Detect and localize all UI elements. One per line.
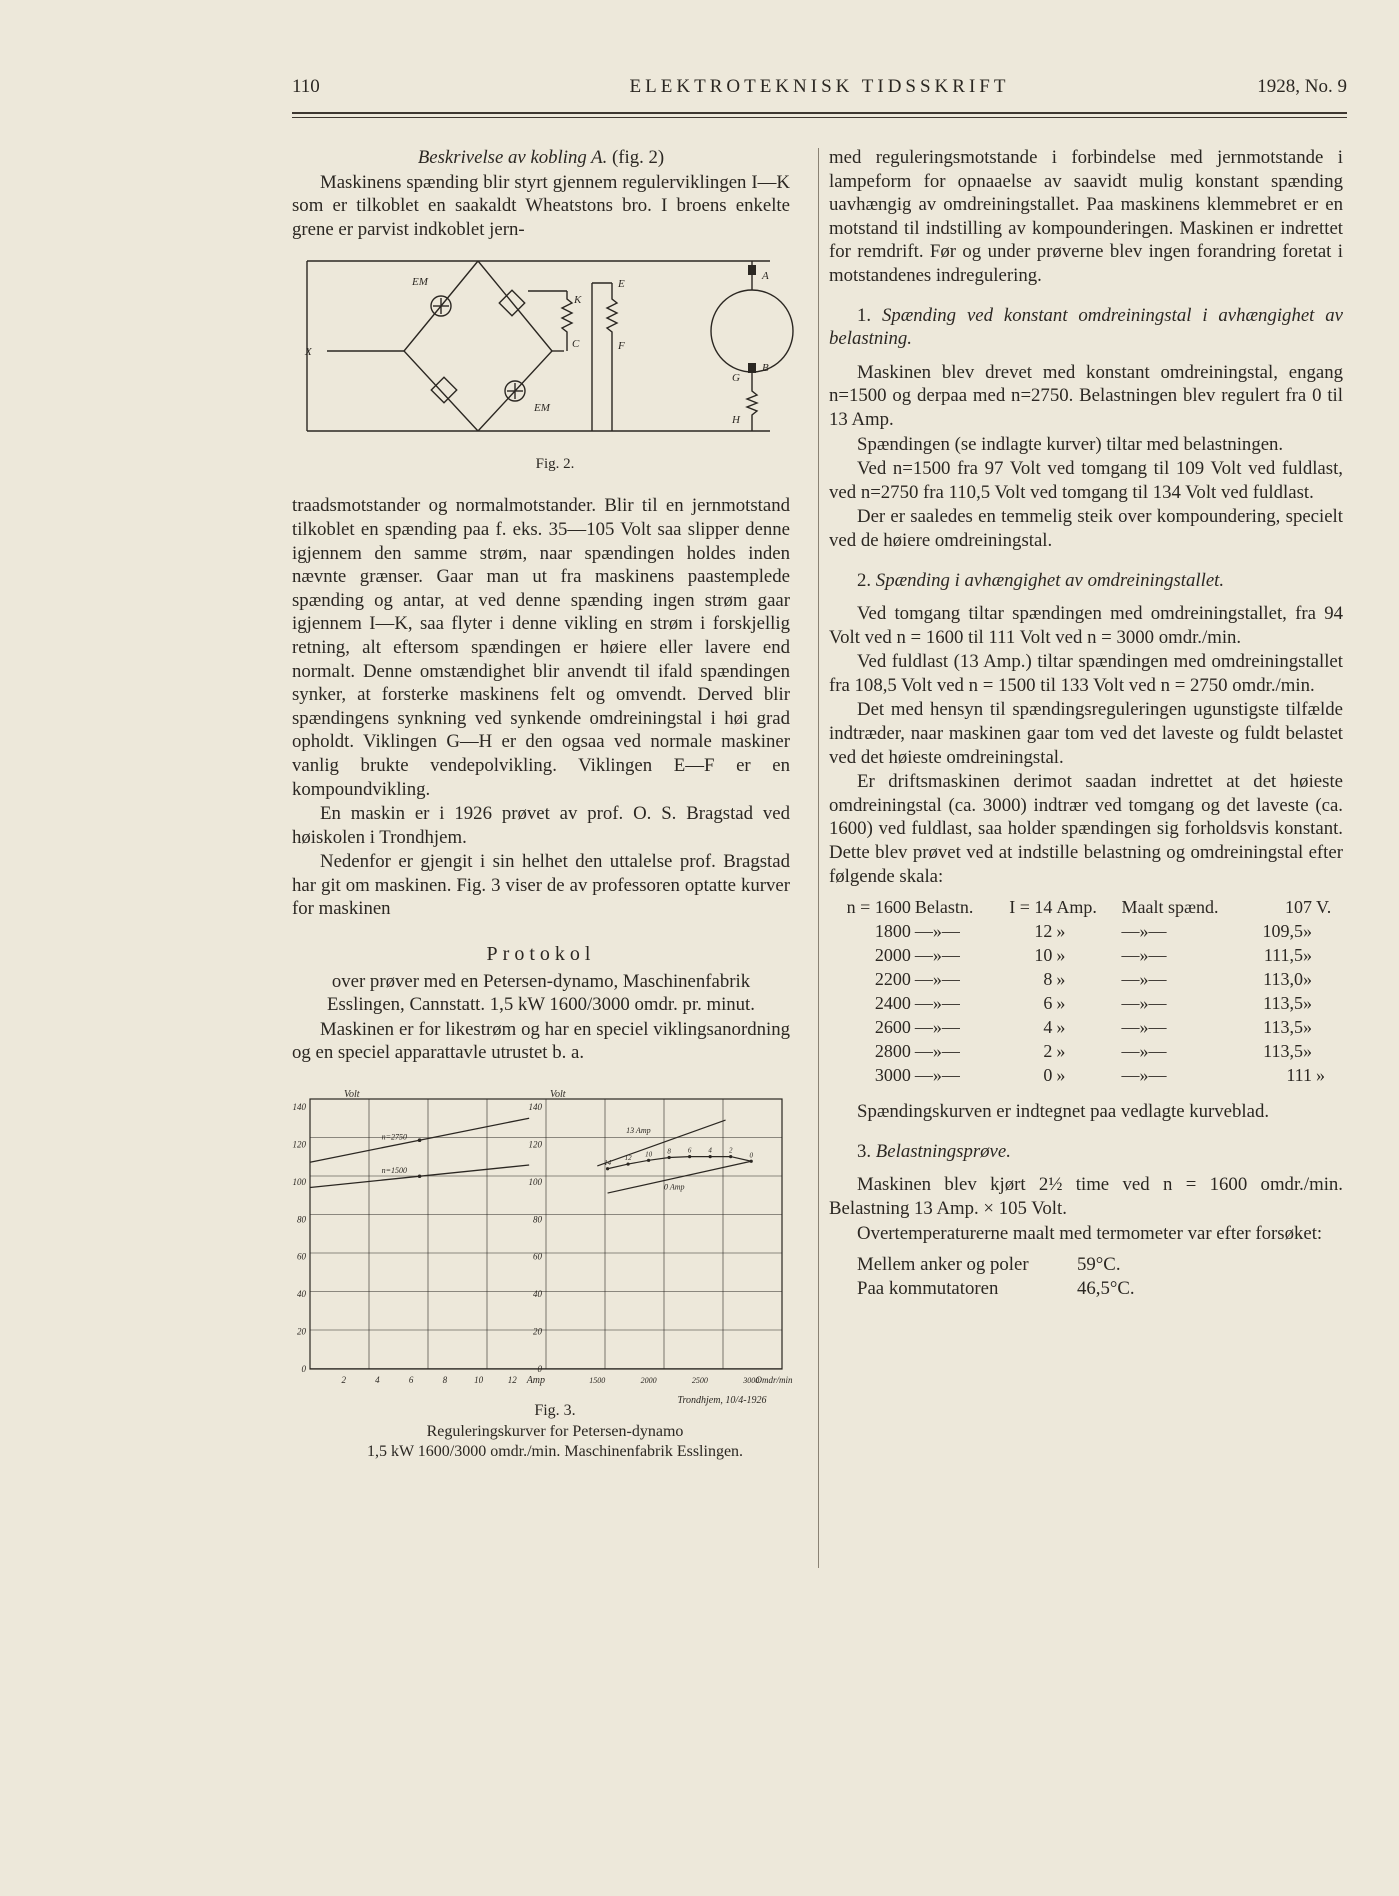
fig3-subcaption-1: Reguleringskurver for Petersen-dynamo [426,1423,684,1441]
paragraph: Ved n=1500 fra 97 Volt ved tomgang til 109 Volt ved fuldlast, ved n=2750 fra 110,5 Volt ved tomgang til 134 Volt ved fuldlast. [829,458,1343,503]
signature: Trondhjem, 10/4-1926 [677,1395,767,1407]
series-label-0: n=2750 [381,1132,407,1142]
table-cell-v: 109,5» [1262,921,1313,942]
section-heading-2: 2. Spænding i avhængighet av omdreiningstallet. [857,569,1225,591]
y-tick-right: 100 [528,1176,542,1187]
curve-label-13amp: 13 Amp [626,1126,651,1136]
paragraph: Ved tomgang tiltar spændingen med omdreiningstallet, fra 94 Volt ved n = 1600 til 111 Volt ved n = 3000 omdr./min. [829,603,1343,648]
fig2-caption: Fig. 2. [535,456,575,473]
fig3-caption: Fig. 3. [534,1402,576,1420]
temp-row-1: Mellem anker og poler 59°C. [857,1254,1121,1276]
table-cell-amp: » [1056,1017,1066,1038]
paragraph: Nedenfor er gjengit i sin helhet den uttalelse prof. Bragstad har git om maskinen. Fig. 3 viser de av professoren optatte kurver for maskinen [292,851,790,920]
skala-point-label: 10 [645,1150,653,1159]
temperature-list [829,1253,1343,1300]
x-axis-label-right: Omdr/min [755,1375,793,1386]
fig2-circuit-diagram [292,251,790,451]
skala-point-label: 2 [728,1146,733,1155]
fig3-chart [292,1085,793,1407]
paragraph: Maskinen er for likestrøm og har en speciel viklingsanordning og en speciel apparattavle utrustet b. a. [292,1018,790,1064]
table-cell-n: n = 1600 [846,897,911,918]
paragraph: Overtemperaturerne maalt med termometer var efter forsøket: [857,1222,1323,1244]
label-c: C [572,338,580,351]
paragraph: traadsmotstander og normalmotstander. Blir til en jernmotstand tilkoblet en spænding paa f. eks. 35—105 Volt saa slipper denne igjennem den samme strøm, naar spændingen holdes inden nævnte grænser. Gaar man ut fra maskinens paastemplede spænding og antar, at ved denne spænding ingen strøm gaar igjennem I—K, saa flyter i denne vikling en strøm i forskjellig retning, alt eftersom spændingen er høiere eller lavere end normalt. Denne omstændighet blir anvendt til ifald spændingen synker, at forsterke maskinens felt og omvendt. Derved blir spændingens synkning ved synkende omdreiningstal i høi grad opholdt. Viklingen G—H er den ogsaa ved normale maskiner vanlig brukte vendepolvikling. Viklingen E—F er en kompoundvikling. [292,495,790,800]
section-heading-a: Beskrivelse av kobling A. (fig. 2) [417,147,665,168]
y-tick-right: 0 [537,1364,542,1375]
paragraph: En maskin er i 1926 prøvet av prof. O. S. Bragstad ved høiskolen i Trondhjem. [292,803,790,848]
paragraph: Det med hensyn til spændingsreguleringen ugunstigste tilfælde indtræder, naar maskinen gaar tom ved det laveste og fuldt belastet ved det høieste omdreiningstal. [829,699,1343,768]
y-tick-left: 60 [297,1251,306,1262]
table-cell-ms: —»— [1121,993,1167,1014]
table-cell-i: 4 [1043,1017,1053,1038]
label-em-bottom: EM [534,402,550,415]
label-f: F [618,340,625,353]
y-tick-left: 20 [297,1326,306,1337]
label-e: E [618,278,625,291]
x-tick-left: 12 [507,1375,517,1386]
paragraph: Maskinen blev kjørt 2½ time ved n = 1600 omdr./min. Belastning 13 Amp. × 105 Volt. [829,1174,1343,1219]
table-cell-i: 8 [1043,969,1053,990]
fig3-subcaption-2: 1,5 kW 1600/3000 omdr./min. Maschinenfabrik Esslingen. [366,1443,744,1461]
table-row [829,992,1341,1016]
header-rule-top [292,112,1347,114]
table-cell-v: 111 [1286,1065,1313,1086]
skala-point [729,1155,732,1158]
table-cell-u [1314,920,1341,944]
table-cell-i: 12 [1034,921,1053,942]
journal-title: ELEKTROTEKNISK TIDSSKRIFT [629,76,1010,97]
series-label-1: n=1500 [381,1165,407,1175]
table-cell-bel: —»— [914,945,960,966]
table-cell-ms: —»— [1121,1065,1167,1086]
y-tick-right: 120 [528,1139,542,1150]
series-point [418,1174,422,1178]
y-axis-label-right: Volt [550,1089,566,1101]
table-row [829,1064,1341,1088]
table-cell-bel: —»— [914,993,960,1014]
issue-number: 1928, No. 9 [1257,76,1347,97]
table-cell-i: 6 [1043,993,1053,1014]
curve-label-0amp: 0 Amp [663,1182,685,1192]
table-cell-u [1314,944,1341,968]
paragraph: Ved fuldlast (13 Amp.) tiltar spændingen med omdreiningstallet fra 108,5 Volt ved n = 1500 til 133 Volt ved n = 2750 omdr./min. [829,651,1343,696]
table-cell-u [1314,1016,1341,1040]
y-tick-right: 140 [528,1102,542,1113]
table-cell-n: 3000 [874,1065,911,1086]
table-cell-n: 2800 [874,1041,911,1062]
x-tick-left: 6 [408,1375,414,1386]
skala-point [668,1156,671,1159]
table-cell-bel: —»— [914,921,960,942]
table-cell-amp: » [1056,993,1066,1014]
table-cell-amp: » [1056,969,1066,990]
label-h: H [732,414,740,427]
label-a: A [762,270,769,283]
x-axis-label-left: Amp [526,1375,546,1387]
table-cell-u: V. [1316,897,1332,918]
label-em-top: EM [412,276,428,289]
table-cell-u: » [1316,1065,1326,1086]
x-tick-right: 1500 [589,1376,606,1386]
x-tick-left: 10 [474,1375,484,1386]
x-tick-left: 2 [341,1375,346,1386]
table-cell-u [1314,1040,1341,1064]
table-cell-n: 2600 [874,1017,911,1038]
table-cell-i: 10 [1034,945,1053,966]
table-cell-v: 113,5» [1263,1017,1313,1038]
skala-table [829,896,1341,1088]
table-cell-amp: Amp. [1056,897,1097,918]
paragraph: Er driftsmaskinen derimot saadan indrettet at det høieste omdreiningstal (ca. 3000) indtrær ved tomgang og det laveste (ca. 1600) ved fuldlast, saa holder spændingen sig forholdsvis konstant. Dette blev prøvet ved at indstille belastning og omdreiningstal efter følgende skala: [829,771,1343,887]
y-axis-label-left: Volt [344,1089,360,1101]
table-cell-n: 2400 [874,993,911,1014]
table-cell-v: 111,5» [1263,945,1313,966]
table-cell-v: 113,5» [1263,993,1313,1014]
table-cell-v: 113,5» [1263,1041,1313,1062]
table-row [829,968,1341,992]
skala-point-label: 8 [667,1147,671,1156]
table-row [829,1040,1341,1064]
table-cell-v: 107 [1285,897,1313,918]
table-cell-ms: Maalt spænd. [1121,897,1219,918]
section-heading-3: 3. Belastningsprøve. [857,1140,1011,1162]
y-tick-left: 100 [292,1176,306,1187]
temp-row-2: Paa kommutatoren 46,5°C. [857,1277,1135,1299]
table-cell-n: 2000 [874,945,911,966]
paragraph: Spændingskurven er indtegnet paa vedlagte kurveblad. [857,1101,1270,1123]
table-cell-bel: —»— [914,969,960,990]
table-cell-ms: —»— [1121,969,1167,990]
table-cell-v: 113,0» [1263,969,1313,990]
table-cell-bel: Belastn. [914,897,974,918]
x-tick-right: 3000 [743,1376,760,1386]
label-g: G [732,372,740,385]
x-tick-right: 2000 [640,1376,657,1386]
table-cell-i: 0 [1043,1065,1053,1086]
table-cell-ms: —»— [1121,1017,1167,1038]
y-tick-left: 40 [297,1289,306,1300]
page-number: 110 [292,76,320,97]
left-column [292,146,793,1462]
y-tick-left: 140 [292,1102,306,1113]
y-tick-left: 0 [301,1364,306,1375]
table-row [829,920,1341,944]
label-k: K [574,294,582,307]
paragraph: Maskinens spænding blir styrt gjennem regulerviklingen I—K som er tilkoblet en saakaldt Wheatstons bro. I broens enkelte grene er parvist indkoblet jern- [292,171,790,240]
x-tick-left: 8 [442,1375,448,1386]
y-tick-right: 80 [533,1214,542,1225]
table-row [829,944,1341,968]
skala-point-label: 6 [687,1146,692,1155]
table-cell-n: 1800 [874,921,911,942]
skala-point [688,1155,691,1158]
series-point [418,1138,422,1142]
skala-point [709,1155,712,1158]
brush-b [748,363,756,373]
section-heading-1: 1. Spænding ved konstant omdreiningstal i avhængighet av belastning. [829,304,1343,350]
x-tick-right: 2500 [691,1376,708,1386]
table-row [829,1016,1341,1040]
skala-point-label: 14 [604,1158,612,1167]
table-cell-n: 2200 [874,969,911,990]
y-tick-left: 120 [292,1139,306,1150]
table-cell-i: I = 14 [1009,897,1053,918]
table-cell-amp: » [1056,1041,1066,1062]
paragraph: med reguleringsmotstande i forbindelse med jernmotstande i lampeform for opnaaelse av saavidt mulig konstant spænding uavhængig av omdreiningstallet. Paa maskinens klemmebret er en motstand til indstilling av kompounderingen. Maskinen er indrettet for remdrift. Før og under prøverne blev ingen forandring foretat i motstandenes indregulering. [829,147,1343,286]
table-cell-ms: —»— [1121,945,1167,966]
brush-a [748,265,756,275]
table-cell-ms: —»— [1121,921,1167,942]
y-tick-right: 40 [533,1289,542,1300]
skala-point [606,1167,609,1170]
y-tick-right: 20 [533,1326,542,1337]
paragraph: Spændingen (se indlagte kurver) tiltar med belastningen. [857,433,1284,455]
paragraph: Der er saaledes en temmelig steik over kompoundering, specielt ved de høiere omdreiningstal. [829,506,1343,551]
skala-point [647,1159,650,1162]
paragraph: Maskinen blev drevet med konstant omdreiningstal, engang n=1500 og derpaa med n=2750. Belastningen blev regulert fra 0 til 13 Amp. [829,361,1343,430]
table-cell-ms: —»— [1121,1041,1167,1062]
table-cell-bel: —»— [914,1017,960,1038]
skala-point-label: 12 [624,1154,632,1163]
protokol-text: over prøver med en Petersen-dynamo, Maschinenfabrik Esslingen, Cannstatt. 1,5 kW 1600/3000 omdr. pr. minut. [327,970,755,1016]
column-divider [818,148,819,1568]
running-header [292,72,1347,102]
skala-point-label: 0 [749,1151,753,1160]
skala-point-label: 4 [708,1146,712,1155]
table-cell-bel: —»— [914,1065,960,1086]
table-row [829,896,1341,920]
label-x: X [305,346,312,359]
protokol-title: Protokol [486,943,596,966]
skala-point [750,1160,753,1163]
right-column [829,146,1343,1300]
table-cell-u [1314,992,1341,1016]
table-cell-amp: » [1056,945,1066,966]
label-b: B [762,362,769,375]
y-tick-left: 80 [297,1214,306,1225]
table-cell-i: 2 [1043,1041,1053,1062]
table-cell-amp: » [1056,921,1066,942]
skala-point [626,1163,629,1166]
table-cell-bel: —»— [914,1041,960,1062]
table-cell-amp: » [1056,1065,1066,1086]
header-rule-bottom [292,117,1347,118]
x-tick-left: 4 [375,1375,380,1386]
y-tick-right: 60 [533,1251,542,1262]
table-cell-u [1314,968,1341,992]
